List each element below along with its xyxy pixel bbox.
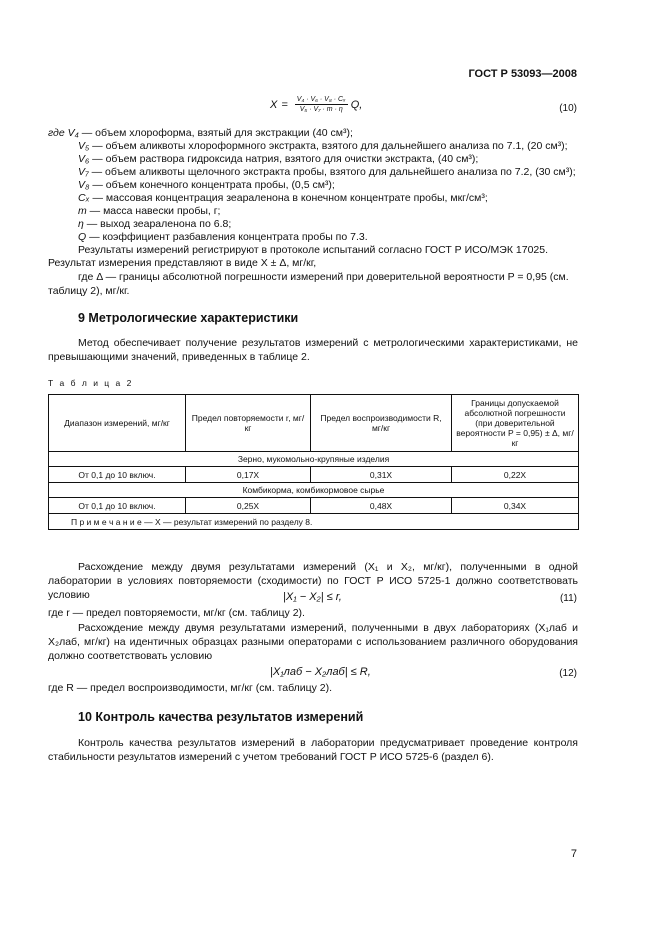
definition-v4: где V₄ — объем хлороформа, взятый для экстракции (40 см³); <box>48 127 353 139</box>
table-header-error: Границы допускаемой абсолютной погрешности (при доверительной вероятности P = 0,95) ± Δ, мг/кг <box>452 395 579 452</box>
table-cell: 0,22X <box>452 467 579 483</box>
definition-v5: V₅ — объем аликвоты хлороформного экстракта, взятого для дальнейшего анализа по 7.1, (20 см³); <box>78 140 568 152</box>
table-header-repeatability: Предел повторяемости r, мг/кг <box>186 395 311 452</box>
section-9-paragraph: Метод обеспечивает получение результатов измерений с метрологическими характеристиками, не превышающими значений, приведенных в таблице 2. <box>48 337 578 363</box>
formula-fraction <box>295 96 348 113</box>
definition-v8: V₈ — объем конечного концентрата пробы, (0,5 см³); <box>78 179 335 191</box>
results-line-2: Результат измерения представляют в виде X ± Δ, мг/кг, <box>48 257 317 269</box>
table-2-caption: Т а б л и ц а 2 <box>48 378 134 388</box>
formula-numerator: V₄ · V₆ · V₈ · Cₓ <box>296 96 346 103</box>
definition-m: m — масса навески пробы, г; <box>78 205 221 217</box>
table-header-range: Диапазон измерений, мг/кг <box>49 395 186 452</box>
table-note: П р и м е ч а н и е — X — результат измерений по разделу 8. <box>49 514 579 530</box>
formula-tail: Q, <box>350 98 363 111</box>
definition-q: Q — коэффициент разбавления концентрата пробы по 7.3. <box>78 231 368 243</box>
table-cell: 0,34X <box>452 498 579 514</box>
results-line-4: таблицу 2), мг/кг. <box>48 285 130 297</box>
table-cell: 0,31X <box>311 467 452 483</box>
results-line-1: Результаты измерений регистрируют в протоколе испытаний согласно ГОСТ Р ИСО/МЭК 17025. <box>78 244 549 256</box>
definition-cx: Cₓ — массовая концентрация зеараленона в конечном концентрате пробы, мкг/см³; <box>78 192 488 204</box>
definition-v6: V₆ — объем раствора гидроксида натрия, взятого для очистки экстракта, (40 см³); <box>78 153 479 165</box>
section-10-title: 10 Контроль качества результатов измерений <box>78 710 364 724</box>
definition-v7: V₇ — объем аликвоты щелочного экстракта пробы, взятого для дальнейшего анализа по 7.2, (30 см³); <box>78 166 576 178</box>
formula-10 <box>270 96 362 113</box>
standard-number: ГОСТ Р 53093—2008 <box>468 68 577 80</box>
definition-eta: η — выход зеараленона по 6.8; <box>78 218 232 230</box>
table-group-row <box>49 483 579 498</box>
page-number: 7 <box>570 848 577 860</box>
table-group-feed: Комбикорма, комбикормовое сырье <box>49 483 579 498</box>
formula-12: |X₁лаб − X₂лаб| ≤ R, <box>270 666 371 678</box>
table-cell: 0,25X <box>186 498 311 514</box>
table-note-row <box>49 514 579 530</box>
section-10-paragraph: Контроль качества результатов измерений в лаборатории предусматривает проведение контроля стабильности результатов измерений с учетом требований ГОСТ Р ИСО 5725-6 (раздел 6). <box>48 737 578 763</box>
table-row <box>49 467 579 483</box>
formula-eq: = <box>281 98 288 111</box>
table-cell: 0,48X <box>311 498 452 514</box>
table-cell: От 0,1 до 10 включ. <box>49 498 186 514</box>
reproducibility-where: где R — предел воспроизводимости, мг/кг (см. таблицу 2). <box>48 682 333 694</box>
formula-12-number: (12) <box>559 668 577 679</box>
results-line-3: где Δ — границы абсолютной погрешности измерений при доверительной вероятности P = 0,95 (см. <box>78 271 569 283</box>
table-cell: 0,17X <box>186 467 311 483</box>
table-group-row <box>49 452 579 467</box>
repeatability-paragraph: Расхождение между двумя результатами измерений (X₁ и X₂, мг/кг), полученными в одной лаборатории в условиях повторяемости (сходимости) по ГОСТ Р ИСО 5725-1 должно соответствовать условию <box>48 561 578 601</box>
table-header-reproducibility: Предел воспроизводимости R, мг/кг <box>311 395 452 452</box>
repeatability-where: где r — предел повторяемости, мг/кг (см. таблицу 2). <box>48 607 305 619</box>
table-group-grain: Зерно, мукомольно-крупяные изделия <box>49 452 579 467</box>
formula-11: |X₁ − X₂| ≤ r, <box>283 591 342 603</box>
table-row <box>49 498 579 514</box>
table-cell: От 0,1 до 10 включ. <box>49 467 186 483</box>
section-9-title: 9 Метрологические характеристики <box>78 311 299 325</box>
formula-10-number: (10) <box>559 103 577 114</box>
formula-denominator: V₅ · V₇ · m · η <box>299 106 343 113</box>
formula-11-number: (11) <box>559 593 577 604</box>
table-2 <box>48 394 579 530</box>
reproducibility-paragraph: Расхождение между двумя результатами измерений, полученными в двух лабораториях (X₁лаб и X₂лаб, мг/кг) на идентичных образцах разными операторами с использованием различного оборудования должно соответствовать условию <box>48 622 578 662</box>
formula-lhs: X <box>270 98 278 111</box>
table-header-row <box>49 395 579 452</box>
